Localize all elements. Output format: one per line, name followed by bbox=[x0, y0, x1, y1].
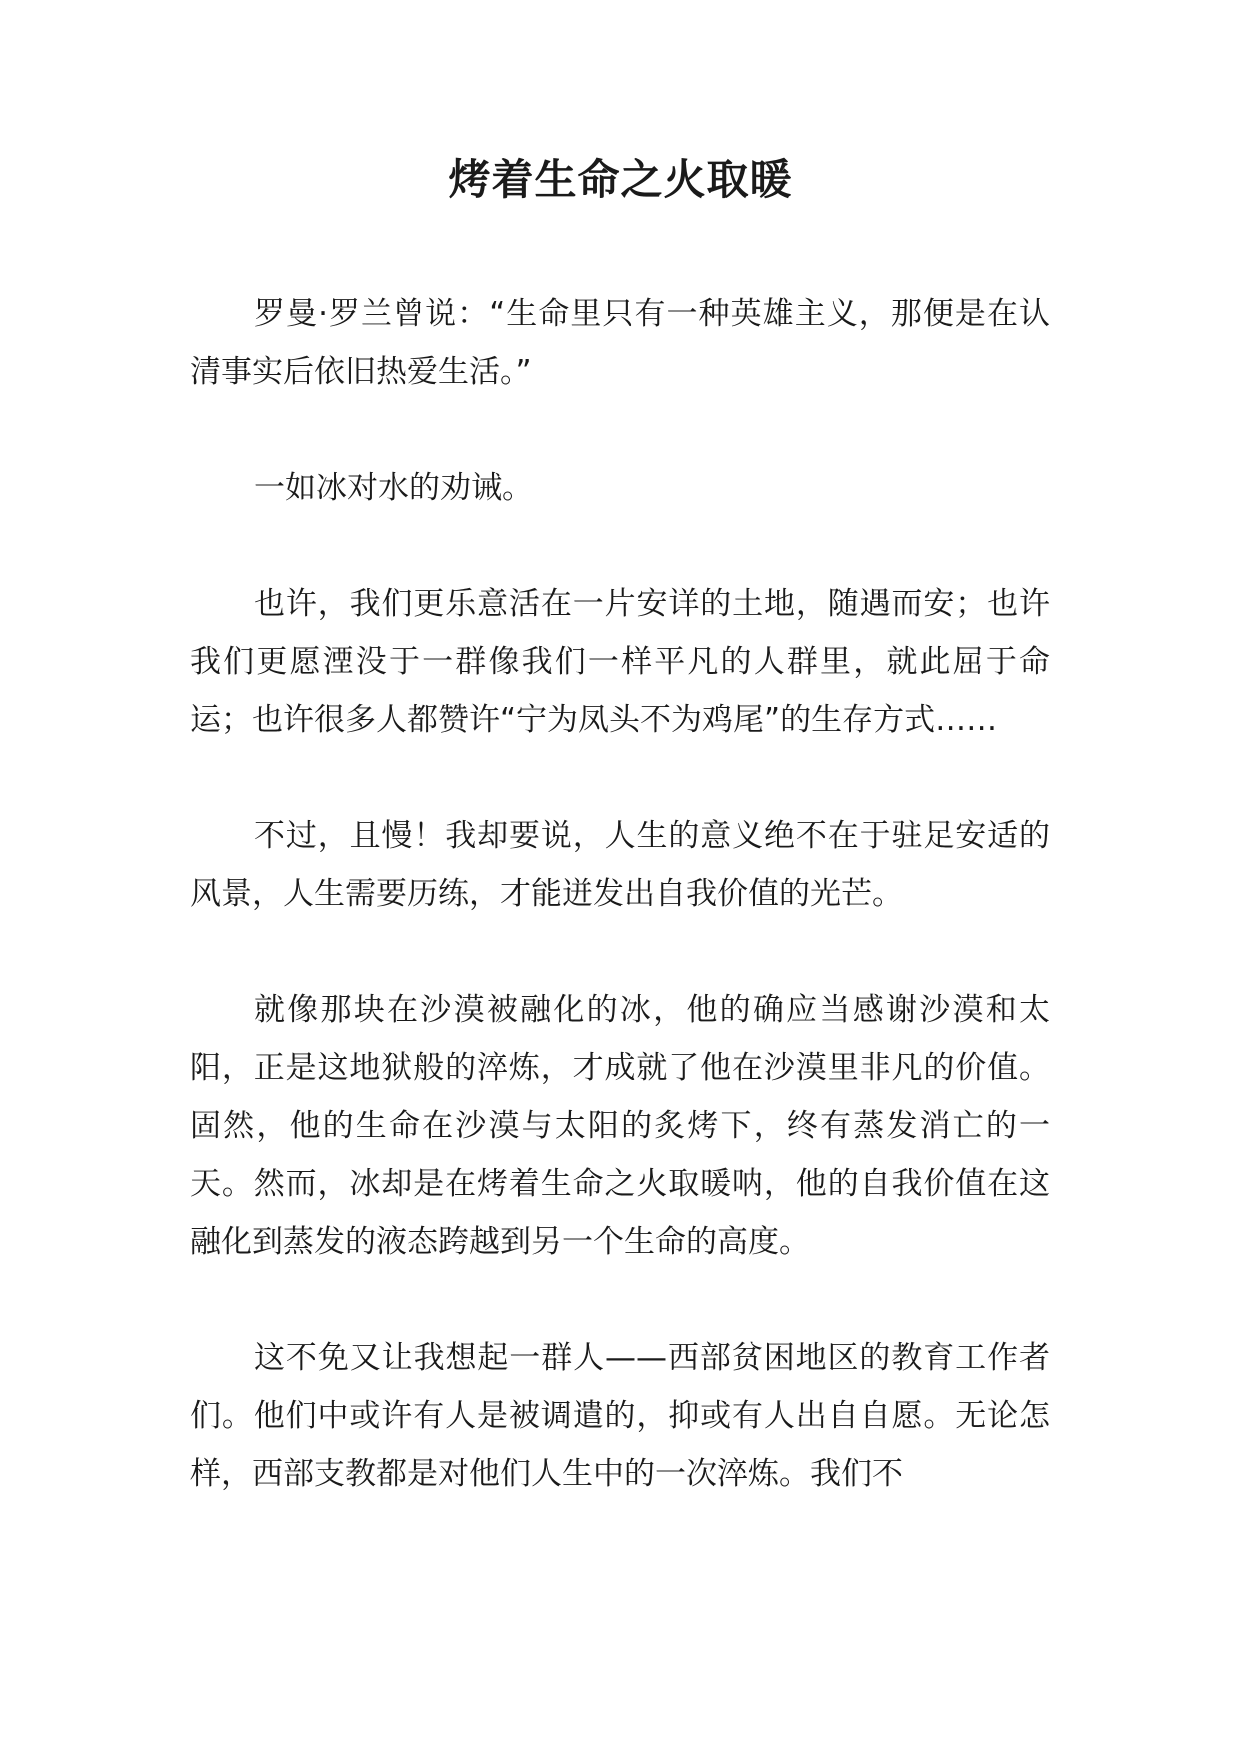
paragraph: 就像那块在沙漠被融化的冰，他的确应当感谢沙漠和太阳，正是这地狱般的淬炼，才成就了他在沙漠里非凡的价值。固然，他的生命在沙漠与太阳的炙烤下，终有蒸发消亡的一天。然而，冰却是在烤着生命之火取暖呐，他的自我价值在这融化到蒸发的液态跨越到另一个生命的高度。 bbox=[190, 992, 1050, 1260]
paragraph: 一如冰对水的劝诫。 bbox=[254, 470, 533, 506]
paragraph: 不过，且慢！我却要说，人生的意义绝不在于驻足安适的风景，人生需要历练，才能迸发出自我价值的光芒。 bbox=[190, 818, 1050, 912]
paragraph: 罗曼·罗兰曾说：“生命里只有一种英雄主义，那便是在认清事实后依旧热爱生活。” bbox=[190, 296, 1050, 390]
paragraph: 这不免又让我想起一群人——西部贫困地区的教育工作者们。他们中或许有人是被调遣的，抑或有人出自自愿。无论怎样，西部支教都是对他们人生中的一次淬炼。我们不 bbox=[190, 1340, 1050, 1492]
paragraph: 也许，我们更乐意活在一片安详的土地，随遇而安；也许我们更愿湮没于一群像我们一样平凡的人群里，就此屈于命运；也许很多人都赞许“宁为凤头不为鸡尾”的生存方式…… bbox=[190, 586, 1050, 738]
document-body bbox=[190, 285, 1050, 1503]
document-title: 烤着生命之火取暖 bbox=[448, 155, 793, 204]
